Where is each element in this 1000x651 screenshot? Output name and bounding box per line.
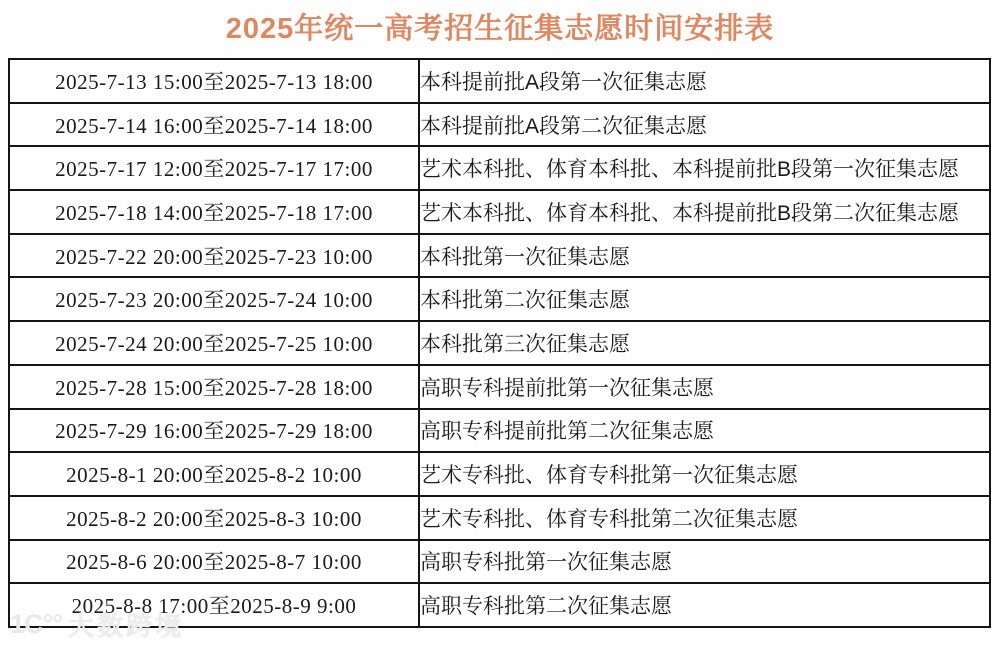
time-cell: 2025-8-8 17:00至2025-8-9 9:00 <box>9 583 419 627</box>
time-cell: 2025-7-18 14:00至2025-7-18 17:00 <box>9 190 419 234</box>
table-row <box>9 409 990 453</box>
batch-cell: 高职专科批第一次征集志愿 <box>419 540 990 584</box>
table-row <box>9 234 990 278</box>
batch-cell: 本科批第三次征集志愿 <box>419 321 990 365</box>
batch-cell: 本科提前批A段第二次征集志愿 <box>419 103 990 147</box>
table-row <box>9 496 990 540</box>
time-cell: 2025-7-29 16:00至2025-7-29 18:00 <box>9 409 419 453</box>
batch-cell: 本科批第一次征集志愿 <box>419 234 990 278</box>
table-row <box>9 59 990 103</box>
table-row <box>9 452 990 496</box>
table-row <box>9 365 990 409</box>
time-cell: 2025-7-13 15:00至2025-7-13 18:00 <box>9 59 419 103</box>
time-cell: 2025-7-28 15:00至2025-7-28 18:00 <box>9 365 419 409</box>
page-title: 2025年统一高考招生征集志愿时间安排表 <box>225 13 775 45</box>
time-cell: 2025-7-23 20:00至2025-7-24 10:00 <box>9 277 419 321</box>
time-cell: 2025-8-6 20:00至2025-8-7 10:00 <box>9 540 419 584</box>
time-cell: 2025-7-17 12:00至2025-7-17 17:00 <box>9 146 419 190</box>
batch-cell: 艺术专科批、体育专科批第一次征集志愿 <box>419 452 990 496</box>
time-cell: 2025-7-14 16:00至2025-7-14 18:00 <box>9 103 419 147</box>
batch-cell: 本科提前批A段第一次征集志愿 <box>419 59 990 103</box>
table-row <box>9 540 990 584</box>
table-row <box>9 190 990 234</box>
time-cell: 2025-8-2 20:00至2025-8-3 10:00 <box>9 496 419 540</box>
batch-cell: 艺术本科批、体育本科批、本科提前批B段第一次征集志愿 <box>419 146 990 190</box>
batch-cell: 高职专科提前批第二次征集志愿 <box>419 409 990 453</box>
time-cell: 2025-8-1 20:00至2025-8-2 10:00 <box>9 452 419 496</box>
schedule-table-body <box>9 59 990 627</box>
watermark-logo-icon: 1C°° <box>10 609 63 639</box>
batch-cell: 艺术本科批、体育本科批、本科提前批B段第二次征集志愿 <box>419 190 990 234</box>
batch-cell: 艺术专科批、体育专科批第二次征集志愿 <box>419 496 990 540</box>
batch-cell: 本科批第二次征集志愿 <box>419 277 990 321</box>
batch-cell: 高职专科批第二次征集志愿 <box>419 583 990 627</box>
table-row <box>9 277 990 321</box>
table-row <box>9 321 990 365</box>
batch-cell: 高职专科提前批第一次征集志愿 <box>419 365 990 409</box>
schedule-table <box>8 58 991 628</box>
table-row <box>9 146 990 190</box>
table-row <box>9 103 990 147</box>
time-cell: 2025-7-22 20:00至2025-7-23 10:00 <box>9 234 419 278</box>
watermark-text: 大数跨境 <box>68 611 185 641</box>
watermark <box>10 606 184 643</box>
time-cell: 2025-7-24 20:00至2025-7-25 10:00 <box>9 321 419 365</box>
